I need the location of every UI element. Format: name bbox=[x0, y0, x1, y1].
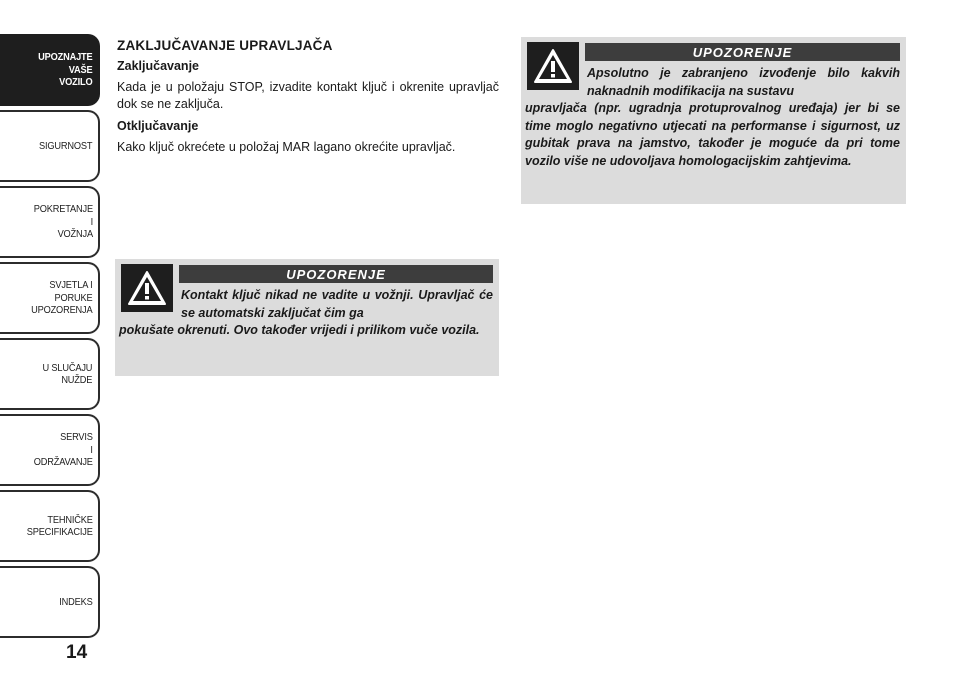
warning-text bbox=[525, 65, 900, 170]
tab-label: SVJETLA I PORUKE UPOZORENJA bbox=[31, 279, 93, 317]
warning-title: UPOZORENJE bbox=[585, 43, 900, 61]
tab-label: SERVIS I ODRŽAVANJE bbox=[33, 431, 93, 469]
tab-servis-i-odrzavanje[interactable] bbox=[0, 414, 100, 486]
tab-label: SIGURNOST bbox=[39, 139, 93, 152]
tab-u-slucaju-nuzde[interactable] bbox=[0, 338, 100, 410]
unlock-paragraph: Kako ključ okrećete u položaj MAR lagano okrećite upravljač. bbox=[117, 140, 456, 154]
tab-label: INDEKS bbox=[59, 595, 93, 608]
lock-paragraph: Kada je u položaju STOP, izvadite kontakt ključ i okrenite upravljač dok se ne zaključa. bbox=[117, 80, 499, 111]
warning-text bbox=[119, 287, 493, 340]
page-number: 14 bbox=[66, 642, 88, 663]
tab-label: UPOZNAJTE VAŠE VOZILO bbox=[38, 51, 93, 89]
tab-sigurnost[interactable] bbox=[0, 110, 100, 182]
tab-tehnicke-specifikacije[interactable] bbox=[0, 490, 100, 562]
unlock-subheading: Otključavanje bbox=[117, 119, 199, 133]
warning-text-intro: Apsolutno je zabranjeno izvođenje bilo kakvih naknadnih modifikacija na sustavu bbox=[587, 66, 900, 98]
tab-indeks[interactable] bbox=[0, 566, 100, 638]
tab-label: POKRETANJE I VOŽNJA bbox=[33, 203, 93, 241]
tab-upoznajte-vase-vozilo[interactable] bbox=[0, 34, 100, 106]
warning-text-intro: Kontakt ključ nikad ne vadite u vožnji. Upravljač će se automatski zaključat čim ga bbox=[181, 288, 493, 320]
tab-label: TEHNIČKE SPECIFIKACIJE bbox=[26, 513, 93, 538]
main-text-column bbox=[117, 38, 499, 162]
tab-label: U SLUČAJU NUŽDE bbox=[42, 361, 93, 386]
tab-pokretanje-i-voznja[interactable] bbox=[0, 186, 100, 258]
warning-text-rest: upravljača (npr. ugradnja protuprovalnog uređaja) jer bi se time moglo negativno utjecati na performanse i sigurnost, uz gubitak prava na jamstvo, također je moguće da pri tome vozilo više ne udovoljava homologacijskim zahtjevima. bbox=[525, 101, 900, 168]
warning-box-left bbox=[115, 259, 499, 376]
tab-svjetla-i-poruke[interactable] bbox=[0, 262, 100, 334]
section-heading: ZAKLJUČAVANJE UPRAVLJAČA bbox=[117, 38, 333, 53]
lock-subheading: Zaključavanje bbox=[117, 59, 199, 73]
warning-text-rest: pokušate okrenuti. Ovo također vrijedi i prilikom vuče vozila. bbox=[119, 323, 480, 337]
warning-title: UPOZORENJE bbox=[179, 265, 493, 283]
warning-box-right bbox=[521, 37, 906, 204]
